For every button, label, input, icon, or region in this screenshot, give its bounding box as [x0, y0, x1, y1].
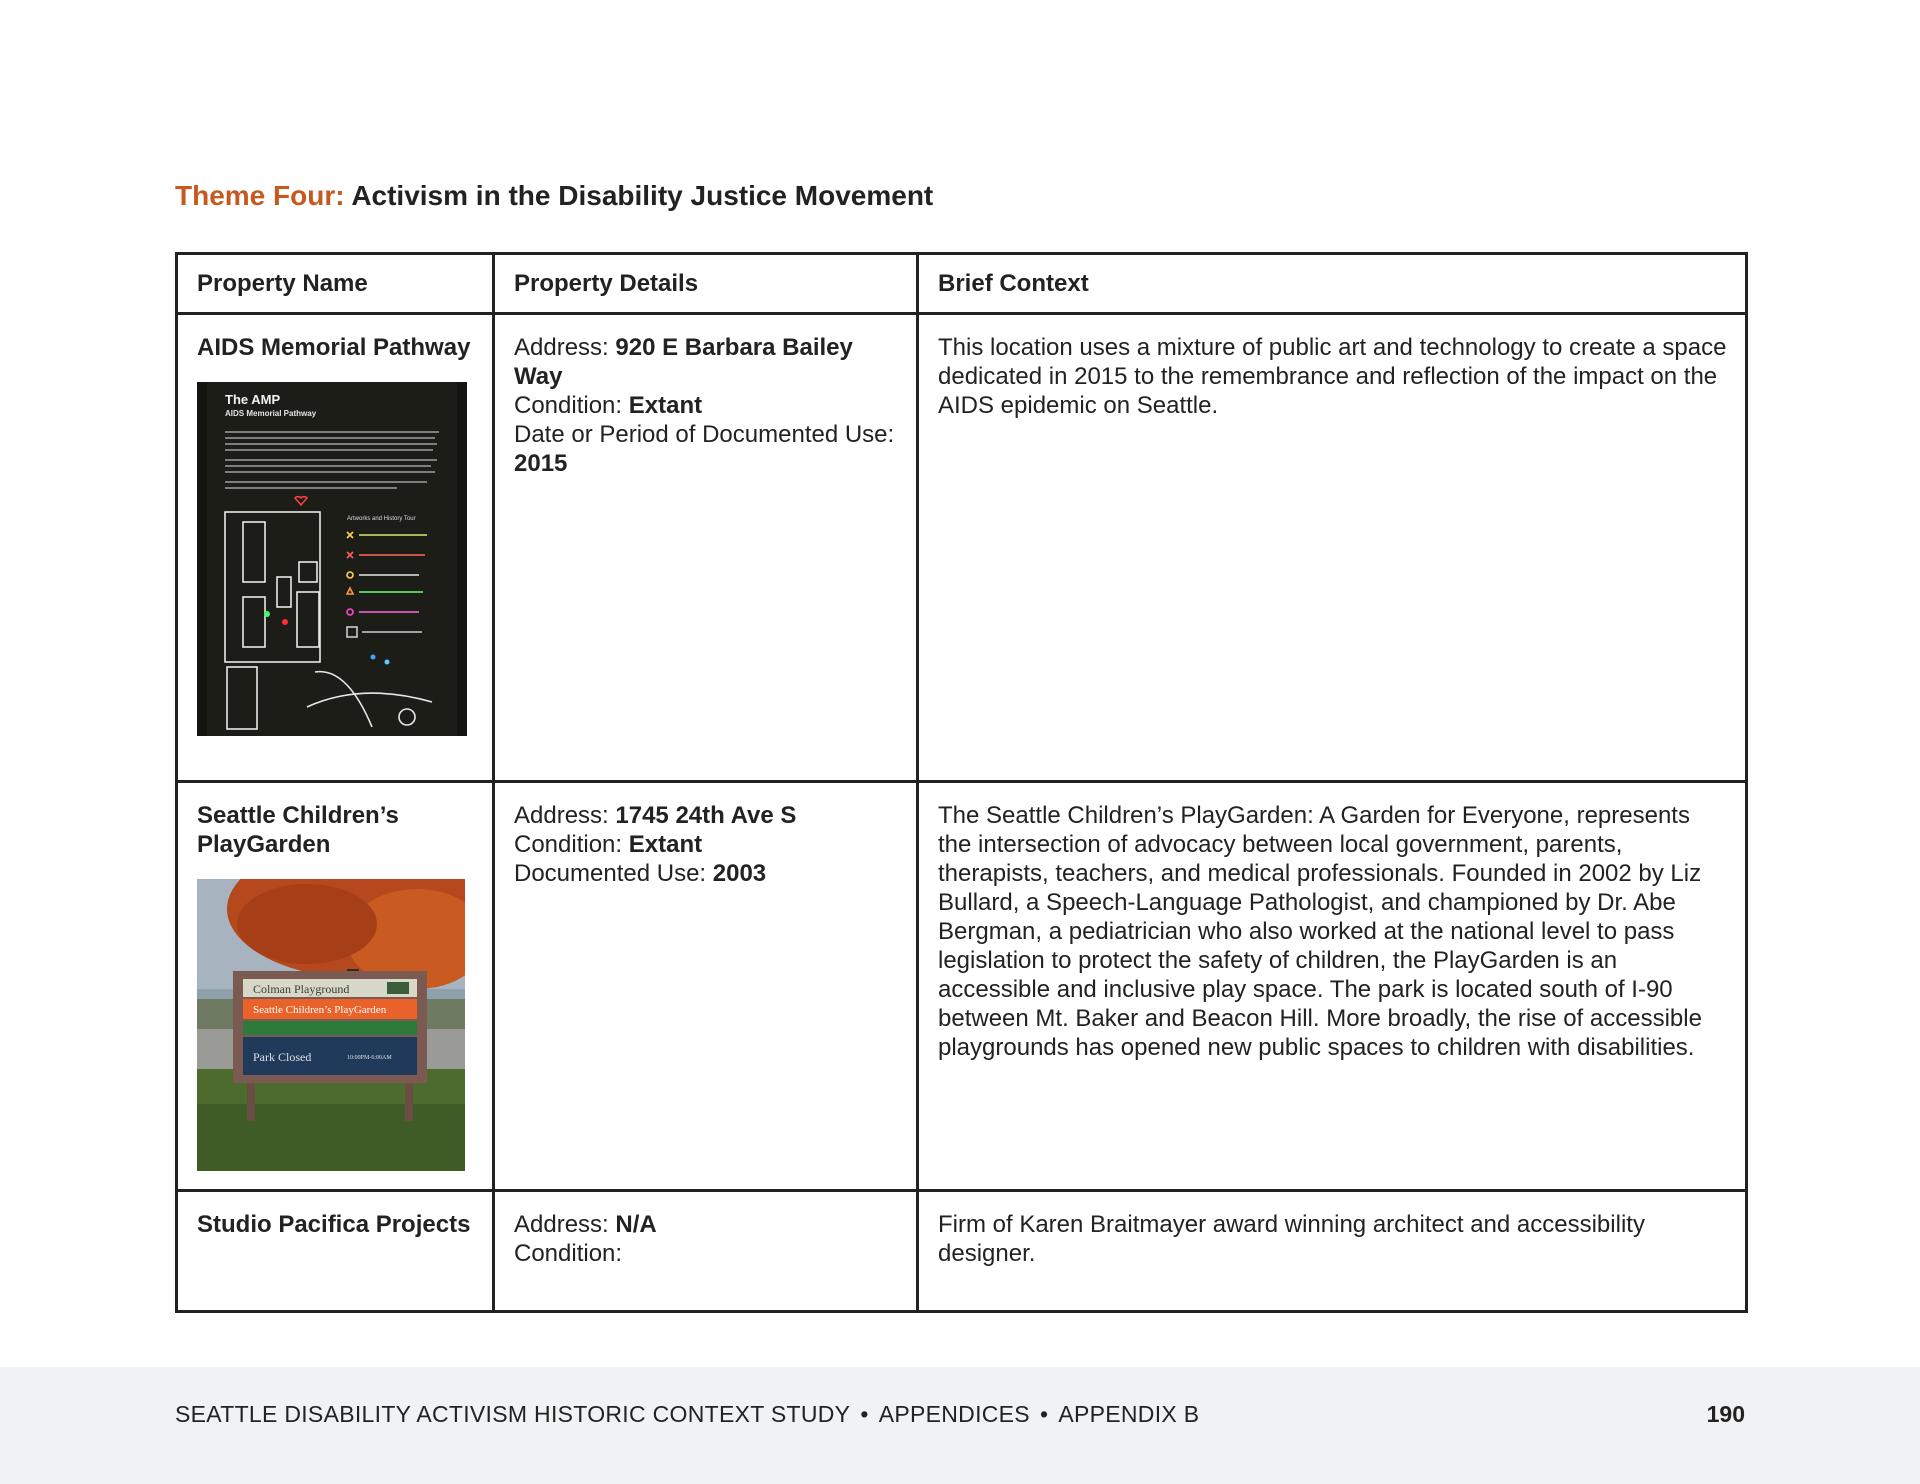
header-brief-context: Brief Context [918, 254, 1747, 314]
sign-title: The AMP [225, 392, 281, 407]
legend-title: Artworks and History Tour [347, 516, 416, 522]
footer-separator: • [860, 1401, 869, 1427]
documented-use-label: Date or Period of Documented Use: [514, 421, 895, 448]
address-label: Address: [514, 1211, 616, 1238]
footer-appendix: APPENDIX B [1058, 1401, 1200, 1427]
condition-label: Condition: [514, 1240, 623, 1267]
property-details-cell [494, 314, 918, 782]
address-label: Address: [514, 334, 616, 361]
condition-value: Extant [628, 831, 703, 858]
sign-hours: 10:00PM-6:00AM [347, 1055, 392, 1061]
condition-value: Extant [628, 392, 703, 419]
documented-use-value: 2003 [712, 860, 767, 887]
theme-title: Activism in the Disability Justice Movement [351, 180, 934, 211]
property-name: Seattle Children’s PlayGarden [197, 802, 399, 858]
theme-label: Theme Four: [175, 180, 345, 211]
brief-context-cell: Firm of Karen Braitmayer award winning architect and accessibility designer. [918, 1191, 1747, 1312]
property-name-cell [177, 314, 494, 782]
footer-separator: • [1039, 1401, 1049, 1427]
sign-subtitle: AIDS Memorial Pathway [225, 409, 317, 418]
page-number: 190 [1706, 1401, 1745, 1427]
property-name-cell [177, 1191, 494, 1312]
address-value: 920 E Barbara Bailey Way [514, 334, 853, 390]
property-details-cell [494, 1191, 918, 1312]
sign-line-colman: Colman Playground [253, 982, 350, 996]
playgarden-sign-photo [197, 879, 474, 1171]
page-heading [175, 180, 933, 212]
property-name: AIDS Memorial Pathway [197, 334, 471, 361]
documented-use-value: 2015 [514, 450, 568, 477]
footer-study-title: SEATTLE DISABILITY ACTIVISM HISTORIC CONTEXT STUDY [175, 1401, 851, 1427]
header-property-details: Property Details [494, 254, 918, 314]
sign-line-playgarden: Seattle Children’s PlayGarden [253, 1004, 387, 1016]
brief-context-cell: This location uses a mixture of public art and technology to create a space dedicated in 2015 to the remembrance and reflection of the impact on the AIDS epidemic on Seattle. [918, 314, 1747, 782]
documented-use-label: Documented Use: [514, 860, 713, 887]
sign-line-closed: Park Closed [253, 1050, 312, 1064]
address-label: Address: [514, 802, 616, 829]
condition-label: Condition: [514, 831, 629, 858]
brief-context-cell: The Seattle Children’s PlayGarden: A Garden for Everyone, represents the intersection of advocacy between local government, parents, therapists, teachers, and medical professionals. Founded in 2002 by Liz Bullard, a Speech-Language Pathologist, and championed by Dr. Abe Bergman, a pediatrician who also worked at the national level to pass legislation to protect the safety of children, the PlayGarden is an accessible and inclusive play space. The park is located south of I-90 between Mt. Baker and Beacon Hill. More broadly, the rise of accessible playgrounds has opened new public spaces to children with disabilities. [918, 782, 1747, 1191]
property-name-cell [177, 782, 494, 1191]
table-row [177, 1191, 1747, 1312]
property-name: Studio Pacifica Projects [197, 1211, 471, 1238]
footer-section: APPENDICES [878, 1401, 1030, 1427]
header-property-name: Property Name [177, 254, 494, 314]
aids-memorial-sign-photo [197, 382, 474, 736]
property-table [175, 252, 1748, 1313]
property-details-cell [494, 782, 918, 1191]
address-value: N/A [615, 1211, 657, 1238]
address-value: 1745 24th Ave S [615, 802, 797, 829]
table-row [177, 314, 1747, 782]
condition-label: Condition: [514, 392, 629, 419]
table-header-row [177, 254, 1747, 314]
table-row [177, 782, 1747, 1191]
footer-running-title [175, 1401, 1199, 1428]
